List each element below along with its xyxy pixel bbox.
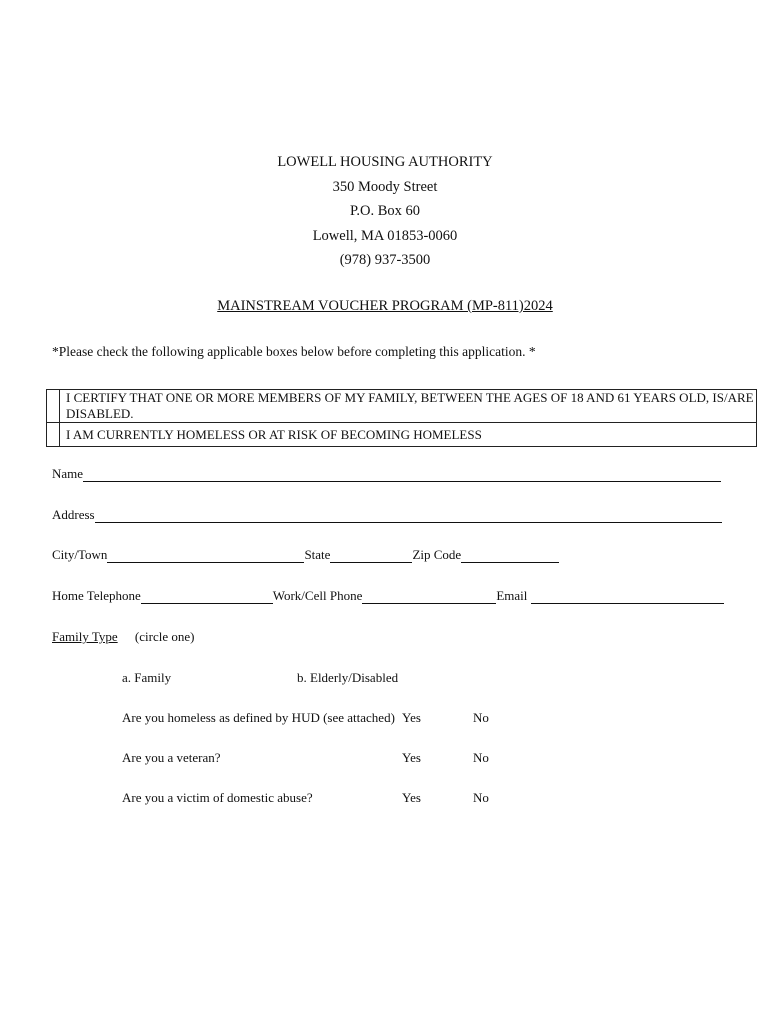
homeless-checkbox[interactable] — [47, 423, 60, 447]
veteran-no-option[interactable]: No — [473, 750, 489, 765]
family-type-label: Family Type — [52, 629, 118, 644]
email-label: Email — [496, 588, 528, 603]
work-phone-field[interactable] — [362, 588, 496, 604]
org-name: LOWELL HOUSING AUTHORITY — [277, 154, 493, 170]
eligibility-checkboxes — [46, 389, 757, 447]
zip-label: Zip Code — [412, 547, 462, 562]
city-label: City/Town — [52, 547, 108, 562]
po-box: P.O. Box 60 — [349, 203, 421, 219]
checkbox-row — [47, 390, 757, 423]
family-option[interactable]: a. Family — [122, 670, 172, 685]
name-row — [52, 466, 721, 482]
state-label: State — [304, 547, 331, 562]
zip-field[interactable] — [461, 547, 559, 563]
letterhead — [0, 150, 770, 273]
elderly-disabled-option[interactable]: b. Elderly/Disabled — [297, 670, 399, 685]
home-phone-field[interactable] — [141, 588, 273, 604]
city-state-zip-row — [52, 547, 559, 563]
abuse-yes-option[interactable]: Yes — [402, 790, 421, 805]
homeless-no-option[interactable]: No — [473, 710, 489, 725]
program-title: MAINSTREAM VOUCHER PROGRAM (MP-811)2024 — [217, 298, 553, 314]
email-field[interactable] — [531, 588, 724, 604]
street-address: 350 Moody Street — [332, 178, 438, 195]
checkbox-label: I AM CURRENTLY HOMELESS OR AT RISK OF BECOMING HOMELESS — [60, 423, 757, 447]
family-type-row — [52, 629, 194, 645]
work-phone-label: Work/Cell Phone — [272, 588, 363, 603]
abuse-question: Are you a victim of domestic abuse? — [122, 790, 313, 805]
abuse-no-option[interactable]: No — [473, 790, 489, 805]
instruction-text: *Please check the following applicable boxes below before completing this application. * — [52, 344, 536, 359]
city-state-zip: Lowell, MA 01853-0060 — [312, 227, 458, 244]
phone-email-row — [52, 588, 724, 604]
address-field[interactable] — [95, 507, 722, 523]
address-row — [52, 507, 722, 523]
veteran-question: Are you a veteran? — [122, 750, 221, 765]
checkbox-row — [47, 423, 757, 447]
homeless-yes-option[interactable]: Yes — [402, 710, 421, 725]
state-field[interactable] — [330, 547, 412, 563]
name-label: Name — [52, 466, 84, 481]
checkbox-label: I CERTIFY THAT ONE OR MORE MEMBERS OF MY FAMILY, BETWEEN THE AGES OF 18 AND 61 YEARS OLD, IS/ARE DISABLED. — [60, 390, 757, 423]
name-field[interactable] — [83, 466, 721, 482]
homeless-question: Are you homeless as defined by HUD (see attached) — [122, 710, 395, 725]
family-type-hint: (circle one) — [134, 629, 195, 644]
disabled-checkbox[interactable] — [47, 390, 60, 423]
org-phone: (978) 937-3500 — [339, 252, 431, 268]
city-field[interactable] — [107, 547, 304, 563]
veteran-yes-option[interactable]: Yes — [402, 750, 421, 765]
home-phone-label: Home Telephone — [52, 588, 141, 603]
address-label: Address — [52, 507, 95, 522]
